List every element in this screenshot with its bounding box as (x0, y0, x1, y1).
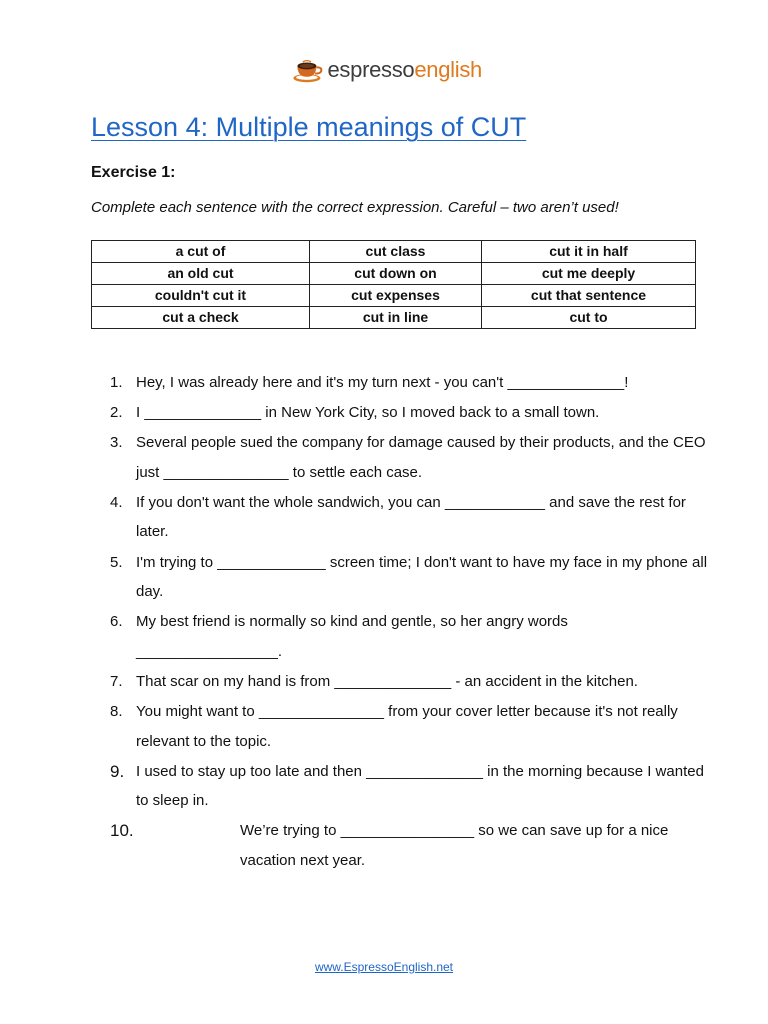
question-text: Hey, I was already here and it's my turn next - you can't ______________! (136, 374, 629, 391)
exercise-heading: Exercise 1: (91, 164, 176, 181)
question-text: I'm trying to _____________ screen time; I don't want to have my face in my phone all day. (136, 553, 708, 601)
question-number: 3. (110, 434, 123, 452)
question-item (110, 607, 710, 666)
question-item (110, 368, 710, 398)
table-cell: cut to (482, 307, 696, 329)
brand-name: espressoenglish (327, 57, 482, 82)
question-number: 2. (110, 404, 123, 422)
question-number: 7. (110, 672, 123, 690)
question-text: I ______________ in New York City, so I moved back to a small town. (136, 404, 600, 422)
table-row (92, 263, 696, 285)
question-number: 8. (110, 703, 123, 721)
table-cell: an old cut (92, 263, 310, 285)
brand-logo (292, 50, 482, 90)
question-text: We’re trying to ________________ so we can save up for a nice vacation next year. (240, 822, 669, 869)
footer-website-link[interactable]: www.EspressoEnglish.net (314, 960, 454, 974)
table-cell: cut that sentence (482, 285, 696, 307)
table-cell: cut in line (310, 307, 482, 329)
table-cell: cut down on (310, 263, 482, 285)
table-cell: cut it in half (482, 241, 696, 263)
question-text: If you don't want the whole sandwich, you can ____________ and save the rest for later. (136, 493, 686, 541)
question-item (110, 488, 710, 547)
question-item (110, 428, 710, 487)
coffee-cup-icon (292, 50, 325, 90)
question-item (110, 398, 710, 428)
table-cell: couldn't cut it (92, 285, 310, 307)
table-cell: cut a check (92, 307, 310, 329)
table-cell: cut class (310, 241, 482, 263)
question-number: 9. (110, 761, 125, 781)
question-text: Several people sued the company for damage caused by their products, and the CEO just _______________ to settle each case. (136, 434, 706, 481)
question-text: That scar on my hand is from ______________ - an accident in the kitchen. (136, 672, 638, 690)
table-row (92, 307, 696, 329)
table-row (92, 285, 696, 307)
question-number: 1. (110, 374, 123, 391)
question-number: 6. (110, 613, 123, 631)
table-cell: a cut of (92, 241, 310, 263)
exercise-instruction: Complete each sentence with the correct expression. Careful – two aren’t used! (91, 199, 619, 216)
table-cell: cut expenses (310, 285, 482, 307)
question-number: 10. (110, 821, 134, 841)
table-row (92, 241, 696, 263)
lesson-title: Lesson 4: Multiple meanings of CUT (91, 112, 527, 142)
question-text: I used to stay up too late and then ______________ in the morning because I wanted to sleep in. (136, 762, 704, 810)
question-item (110, 816, 710, 875)
question-number: 5. (110, 553, 123, 571)
question-item (110, 697, 710, 756)
word-bank-table (91, 240, 696, 329)
question-item (110, 667, 710, 697)
question-text: You might want to _______________ from your cover letter because it's not really relevant to the topic. (136, 703, 678, 750)
question-number: 4. (110, 493, 123, 511)
table-cell: cut me deeply (482, 263, 696, 285)
question-list (110, 368, 710, 876)
question-text: My best friend is normally so kind and gentle, so her angry words _________________. (136, 613, 568, 660)
question-item (110, 548, 710, 607)
question-item (110, 757, 710, 816)
